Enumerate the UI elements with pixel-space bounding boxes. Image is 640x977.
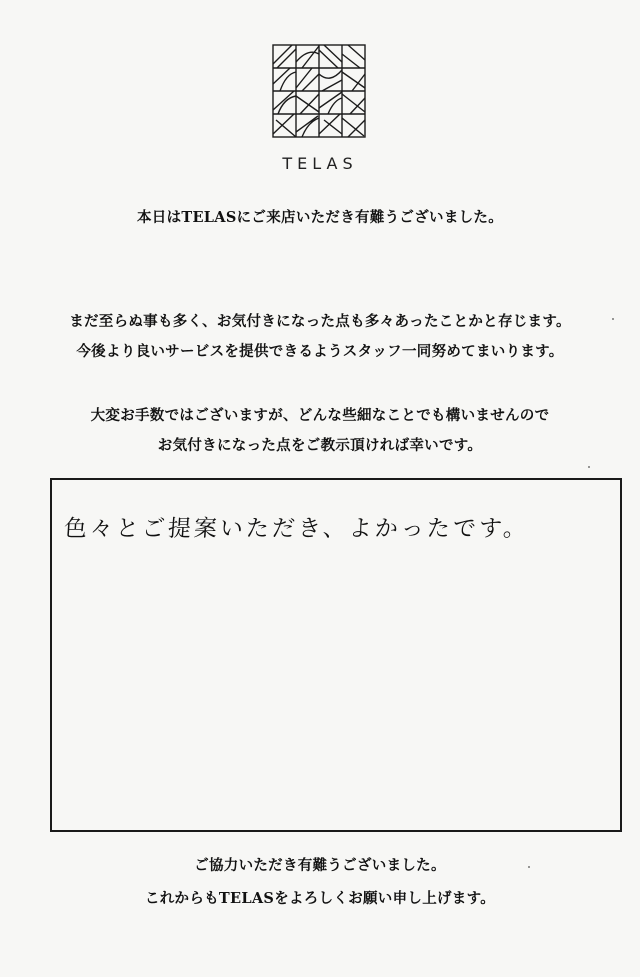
comment-box[interactable] bbox=[50, 478, 622, 832]
greeting-text: 本日はTELASにご来店いただき有難うございました。 bbox=[136, 209, 504, 226]
closing-line2: これからもTELASをよろしくお願い申し上げます。 bbox=[144, 890, 496, 907]
handwritten-comment: 色々とご提案いただき、よかったです。 bbox=[62, 516, 530, 542]
telas-logo-icon bbox=[272, 44, 366, 138]
closing-line1: ご協力いただき有難うございました。 bbox=[194, 857, 446, 874]
paragraph1-line1: まだ至らぬ事も多く、お気付きになった点も多々あったことかと存じます。 bbox=[69, 313, 571, 330]
paper-speck bbox=[528, 866, 530, 868]
paper-speck bbox=[612, 318, 614, 320]
paragraph1-line2: 今後より良いサービスを提供できるようスタッフ一同努めてまいります。 bbox=[76, 343, 564, 360]
paragraph2-line1: 大変お手数ではございますが、どんな些細なことでも構いませんので bbox=[90, 407, 550, 424]
paragraph2-line2: お気付きになった点をご教示頂ければ幸いです。 bbox=[157, 437, 483, 454]
brand-name: TELAS bbox=[282, 154, 358, 173]
paper-speck bbox=[588, 466, 590, 468]
